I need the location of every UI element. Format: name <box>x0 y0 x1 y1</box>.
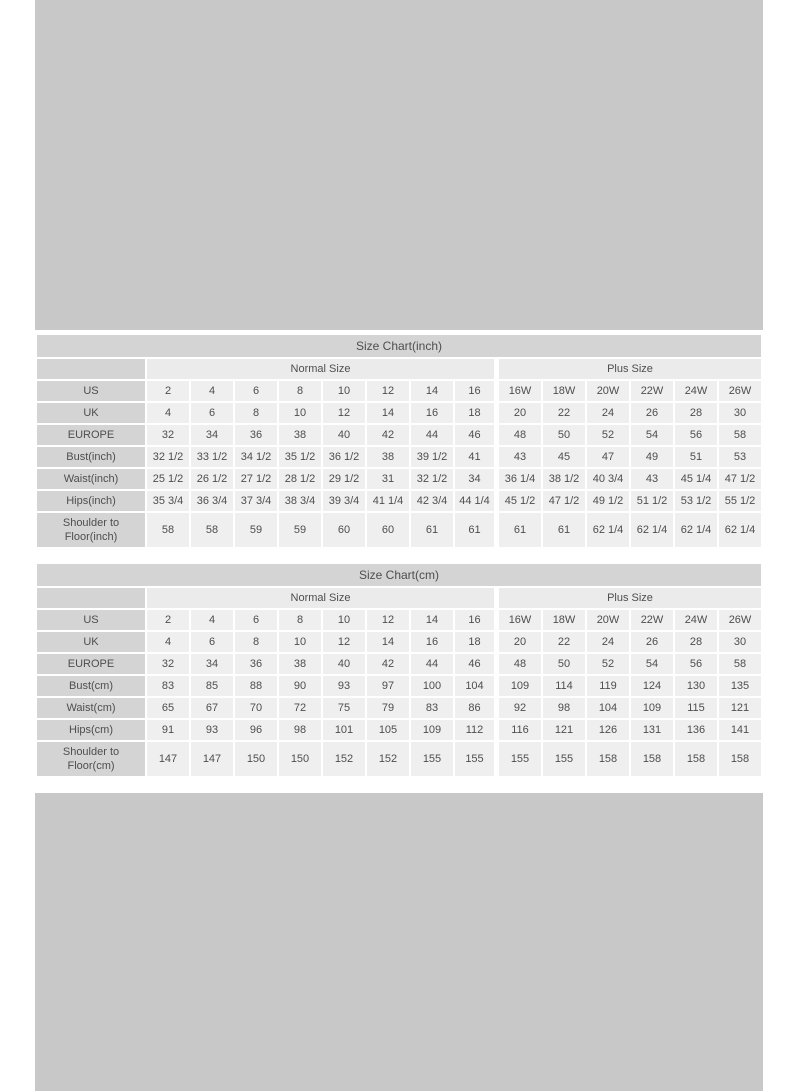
size-value-cell: 24 <box>587 403 629 423</box>
size-value-cell: 116 <box>499 720 541 740</box>
size-value-cell: 20W <box>587 610 629 630</box>
size-value-cell: 34 <box>455 469 497 489</box>
size-value-cell: 131 <box>631 720 673 740</box>
size-value-cell: 83 <box>411 698 453 718</box>
table-row <box>37 447 761 467</box>
table-title: Size Chart(cm) <box>37 564 761 586</box>
size-value-cell: 28 1/2 <box>279 469 321 489</box>
size-value-cell: 56 <box>675 654 717 674</box>
size-value-cell: 52 <box>587 654 629 674</box>
row-label-cell: UK <box>37 632 145 652</box>
size-value-cell: 35 3/4 <box>147 491 189 511</box>
size-chart-table-2 <box>35 562 763 778</box>
size-value-cell: 98 <box>279 720 321 740</box>
size-value-cell: 42 <box>367 425 409 445</box>
size-value-cell: 12 <box>323 403 365 423</box>
size-value-cell: 100 <box>411 676 453 696</box>
row-label-cell: EUROPE <box>37 654 145 674</box>
table-row <box>37 742 761 776</box>
size-value-cell: 109 <box>631 698 673 718</box>
size-value-cell: 36 <box>235 654 277 674</box>
size-value-cell: 34 1/2 <box>235 447 277 467</box>
size-value-cell: 93 <box>323 676 365 696</box>
size-value-cell: 141 <box>719 720 761 740</box>
table-row <box>37 676 761 696</box>
size-value-cell: 155 <box>455 742 497 776</box>
size-value-cell: 112 <box>455 720 497 740</box>
size-value-cell: 16 <box>411 403 453 423</box>
group-header-cell: Normal Size <box>147 588 497 608</box>
table-row <box>37 469 761 489</box>
size-value-cell: 22W <box>631 381 673 401</box>
row-label-cell: EUROPE <box>37 425 145 445</box>
size-value-cell: 119 <box>587 676 629 696</box>
size-value-cell: 36 <box>235 425 277 445</box>
size-value-cell: 32 1/2 <box>147 447 189 467</box>
size-value-cell: 105 <box>367 720 409 740</box>
size-value-cell: 8 <box>279 610 321 630</box>
size-value-cell: 44 <box>411 425 453 445</box>
size-value-cell: 126 <box>587 720 629 740</box>
size-value-cell: 6 <box>191 632 233 652</box>
size-chart-tables <box>35 333 763 778</box>
size-value-cell: 28 <box>675 403 717 423</box>
size-value-cell: 65 <box>147 698 189 718</box>
size-value-cell: 16W <box>499 610 541 630</box>
size-value-cell: 16 <box>455 610 497 630</box>
size-value-cell: 32 <box>147 425 189 445</box>
size-value-cell: 42 3/4 <box>411 491 453 511</box>
size-value-cell: 10 <box>279 403 321 423</box>
size-value-cell: 58 <box>719 654 761 674</box>
size-value-cell: 121 <box>719 698 761 718</box>
size-value-cell: 50 <box>543 425 585 445</box>
size-value-cell: 20 <box>499 403 541 423</box>
size-value-cell: 45 <box>543 447 585 467</box>
table-row <box>37 720 761 740</box>
size-value-cell: 40 3/4 <box>587 469 629 489</box>
size-value-cell: 22W <box>631 610 673 630</box>
size-value-cell: 41 <box>455 447 497 467</box>
size-value-cell: 8 <box>235 632 277 652</box>
size-value-cell: 58 <box>147 513 189 547</box>
table-row <box>37 381 761 401</box>
size-value-cell: 26 <box>631 632 673 652</box>
size-value-cell: 12 <box>367 381 409 401</box>
size-chart-image <box>35 0 763 1091</box>
gray-spacer-bottom <box>35 793 763 1091</box>
size-value-cell: 18W <box>543 610 585 630</box>
size-value-cell: 53 1/2 <box>675 491 717 511</box>
size-value-cell: 30 <box>719 403 761 423</box>
size-value-cell: 24 <box>587 632 629 652</box>
size-value-cell: 14 <box>411 610 453 630</box>
size-value-cell: 34 <box>191 654 233 674</box>
size-value-cell: 147 <box>191 742 233 776</box>
size-value-cell: 92 <box>499 698 541 718</box>
size-value-cell: 136 <box>675 720 717 740</box>
size-value-cell: 67 <box>191 698 233 718</box>
size-value-cell: 62 1/4 <box>719 513 761 547</box>
table-row <box>37 513 761 547</box>
size-value-cell: 41 1/4 <box>367 491 409 511</box>
size-value-cell: 26 1/2 <box>191 469 233 489</box>
size-value-cell: 96 <box>235 720 277 740</box>
row-label-cell: Hips(inch) <box>37 491 145 511</box>
size-value-cell: 158 <box>675 742 717 776</box>
size-value-cell: 24W <box>675 610 717 630</box>
size-value-cell: 31 <box>367 469 409 489</box>
size-value-cell: 97 <box>367 676 409 696</box>
size-value-cell: 8 <box>279 381 321 401</box>
size-value-cell: 14 <box>367 403 409 423</box>
row-label-cell: US <box>37 610 145 630</box>
size-value-cell: 155 <box>411 742 453 776</box>
size-value-cell: 37 3/4 <box>235 491 277 511</box>
size-value-cell: 26W <box>719 610 761 630</box>
size-value-cell: 18 <box>455 632 497 652</box>
size-value-cell: 34 <box>191 425 233 445</box>
group-header-cell: Plus Size <box>499 359 761 379</box>
table-row <box>37 632 761 652</box>
size-value-cell: 38 <box>279 654 321 674</box>
size-value-cell: 61 <box>499 513 541 547</box>
size-value-cell: 24W <box>675 381 717 401</box>
size-value-cell: 49 1/2 <box>587 491 629 511</box>
size-value-cell: 2 <box>147 381 189 401</box>
size-value-cell: 152 <box>367 742 409 776</box>
size-value-cell: 59 <box>235 513 277 547</box>
size-value-cell: 22 <box>543 403 585 423</box>
size-value-cell: 36 3/4 <box>191 491 233 511</box>
size-value-cell: 6 <box>235 381 277 401</box>
table-row <box>37 654 761 674</box>
size-value-cell: 152 <box>323 742 365 776</box>
size-value-cell: 53 <box>719 447 761 467</box>
size-value-cell: 114 <box>543 676 585 696</box>
size-value-cell: 4 <box>191 381 233 401</box>
size-value-cell: 12 <box>367 610 409 630</box>
size-value-cell: 90 <box>279 676 321 696</box>
group-header-cell: Normal Size <box>147 359 497 379</box>
size-value-cell: 86 <box>455 698 497 718</box>
size-value-cell: 115 <box>675 698 717 718</box>
size-value-cell: 14 <box>367 632 409 652</box>
corner-cell <box>37 359 145 379</box>
table-row <box>37 698 761 718</box>
size-value-cell: 124 <box>631 676 673 696</box>
size-value-cell: 4 <box>191 610 233 630</box>
row-label-cell: Waist(cm) <box>37 698 145 718</box>
size-value-cell: 61 <box>411 513 453 547</box>
size-value-cell: 54 <box>631 654 673 674</box>
size-value-cell: 44 <box>411 654 453 674</box>
size-value-cell: 18W <box>543 381 585 401</box>
size-value-cell: 60 <box>323 513 365 547</box>
size-value-cell: 25 1/2 <box>147 469 189 489</box>
size-value-cell: 16 <box>411 632 453 652</box>
size-value-cell: 52 <box>587 425 629 445</box>
table-row <box>37 403 761 423</box>
size-value-cell: 72 <box>279 698 321 718</box>
size-value-cell: 6 <box>235 610 277 630</box>
size-value-cell: 43 <box>499 447 541 467</box>
size-value-cell: 45 1/2 <box>499 491 541 511</box>
size-value-cell: 49 <box>631 447 673 467</box>
size-value-cell: 2 <box>147 610 189 630</box>
size-value-cell: 75 <box>323 698 365 718</box>
row-label-cell: Shoulder to Floor(inch) <box>37 513 145 547</box>
size-value-cell: 16W <box>499 381 541 401</box>
size-value-cell: 147 <box>147 742 189 776</box>
size-value-cell: 101 <box>323 720 365 740</box>
size-value-cell: 27 1/2 <box>235 469 277 489</box>
size-value-cell: 79 <box>367 698 409 718</box>
size-value-cell: 39 3/4 <box>323 491 365 511</box>
size-value-cell: 158 <box>719 742 761 776</box>
size-value-cell: 56 <box>675 425 717 445</box>
size-value-cell: 62 1/4 <box>675 513 717 547</box>
size-value-cell: 47 <box>587 447 629 467</box>
size-value-cell: 58 <box>719 425 761 445</box>
size-value-cell: 83 <box>147 676 189 696</box>
size-value-cell: 20 <box>499 632 541 652</box>
size-value-cell: 29 1/2 <box>323 469 365 489</box>
size-value-cell: 85 <box>191 676 233 696</box>
size-value-cell: 46 <box>455 654 497 674</box>
size-value-cell: 155 <box>543 742 585 776</box>
size-value-cell: 8 <box>235 403 277 423</box>
size-value-cell: 26 <box>631 403 673 423</box>
gray-spacer-top <box>35 0 763 330</box>
size-value-cell: 104 <box>455 676 497 696</box>
size-value-cell: 55 1/2 <box>719 491 761 511</box>
corner-cell <box>37 588 145 608</box>
size-value-cell: 61 <box>543 513 585 547</box>
size-value-cell: 42 <box>367 654 409 674</box>
size-value-cell: 121 <box>543 720 585 740</box>
size-value-cell: 43 <box>631 469 673 489</box>
size-value-cell: 18 <box>455 403 497 423</box>
size-value-cell: 38 3/4 <box>279 491 321 511</box>
size-value-cell: 35 1/2 <box>279 447 321 467</box>
row-label-cell: Shoulder to Floor(cm) <box>37 742 145 776</box>
size-value-cell: 51 <box>675 447 717 467</box>
size-value-cell: 36 1/4 <box>499 469 541 489</box>
row-label-cell: UK <box>37 403 145 423</box>
table-row <box>37 425 761 445</box>
size-value-cell: 38 <box>367 447 409 467</box>
size-value-cell: 33 1/2 <box>191 447 233 467</box>
size-value-cell: 48 <box>499 425 541 445</box>
size-value-cell: 10 <box>323 381 365 401</box>
size-value-cell: 93 <box>191 720 233 740</box>
size-chart-table-1 <box>35 333 763 549</box>
size-value-cell: 45 1/4 <box>675 469 717 489</box>
size-value-cell: 47 1/2 <box>543 491 585 511</box>
size-value-cell: 38 1/2 <box>543 469 585 489</box>
size-value-cell: 109 <box>411 720 453 740</box>
size-value-cell: 36 1/2 <box>323 447 365 467</box>
size-value-cell: 54 <box>631 425 673 445</box>
size-value-cell: 4 <box>147 403 189 423</box>
row-label-cell: US <box>37 381 145 401</box>
size-value-cell: 91 <box>147 720 189 740</box>
size-value-cell: 109 <box>499 676 541 696</box>
size-value-cell: 6 <box>191 403 233 423</box>
size-value-cell: 38 <box>279 425 321 445</box>
size-value-cell: 51 1/2 <box>631 491 673 511</box>
size-value-cell: 14 <box>411 381 453 401</box>
size-value-cell: 158 <box>587 742 629 776</box>
size-value-cell: 70 <box>235 698 277 718</box>
size-value-cell: 40 <box>323 654 365 674</box>
row-label-cell: Hips(cm) <box>37 720 145 740</box>
table-title: Size Chart(inch) <box>37 335 761 357</box>
size-value-cell: 135 <box>719 676 761 696</box>
size-value-cell: 98 <box>543 698 585 718</box>
size-value-cell: 32 <box>147 654 189 674</box>
size-value-cell: 40 <box>323 425 365 445</box>
size-value-cell: 30 <box>719 632 761 652</box>
group-header-cell: Plus Size <box>499 588 761 608</box>
table-row <box>37 491 761 511</box>
size-value-cell: 155 <box>499 742 541 776</box>
size-value-cell: 46 <box>455 425 497 445</box>
size-value-cell: 47 1/2 <box>719 469 761 489</box>
size-value-cell: 130 <box>675 676 717 696</box>
size-value-cell: 20W <box>587 381 629 401</box>
size-value-cell: 39 1/2 <box>411 447 453 467</box>
size-value-cell: 62 1/4 <box>631 513 673 547</box>
size-value-cell: 28 <box>675 632 717 652</box>
size-value-cell: 59 <box>279 513 321 547</box>
size-value-cell: 62 1/4 <box>587 513 629 547</box>
size-value-cell: 26W <box>719 381 761 401</box>
size-value-cell: 58 <box>191 513 233 547</box>
size-value-cell: 44 1/4 <box>455 491 497 511</box>
size-value-cell: 104 <box>587 698 629 718</box>
size-value-cell: 32 1/2 <box>411 469 453 489</box>
size-value-cell: 10 <box>323 610 365 630</box>
size-value-cell: 12 <box>323 632 365 652</box>
row-label-cell: Waist(inch) <box>37 469 145 489</box>
table-row <box>37 610 761 630</box>
size-value-cell: 150 <box>279 742 321 776</box>
size-value-cell: 48 <box>499 654 541 674</box>
size-value-cell: 22 <box>543 632 585 652</box>
size-value-cell: 88 <box>235 676 277 696</box>
size-value-cell: 16 <box>455 381 497 401</box>
size-value-cell: 50 <box>543 654 585 674</box>
row-label-cell: Bust(inch) <box>37 447 145 467</box>
size-chart-panel <box>35 330 763 793</box>
size-value-cell: 158 <box>631 742 673 776</box>
size-value-cell: 4 <box>147 632 189 652</box>
size-value-cell: 10 <box>279 632 321 652</box>
size-value-cell: 150 <box>235 742 277 776</box>
size-value-cell: 60 <box>367 513 409 547</box>
size-value-cell: 61 <box>455 513 497 547</box>
row-label-cell: Bust(cm) <box>37 676 145 696</box>
